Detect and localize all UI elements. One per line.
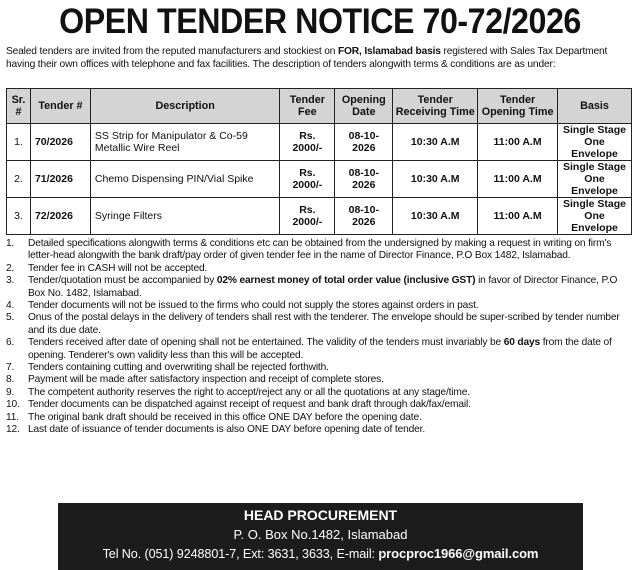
condition-number: 7. — [6, 362, 15, 374]
footer-heading: HEAD PROCUREMENT — [243, 507, 398, 523]
cell-basis: Single Stage One Envelope — [558, 198, 632, 235]
cell-tender: 71/2026 — [30, 161, 90, 198]
cell-opening-date: 08-10-2026 — [335, 161, 393, 198]
condition-number: 2. — [6, 262, 15, 274]
footer-tel-text: Tel No. (051) 9248801-7, Ext: 3631, 3633, E-mail: — [102, 547, 379, 561]
condition-text: Onus of the postal delays in the delivery of tenders shall rest with the tenderer. The envelope should be super-scribed by tender number and its due date. — [28, 312, 620, 336]
cell-receiving-time: 10:30 A.M — [393, 124, 478, 161]
condition-item — [6, 399, 636, 411]
cell-receiving-time: 10:30 A.M — [393, 161, 478, 198]
condition-text: The original bank draft should be received in this office ONE DAY before the opening date. — [28, 411, 422, 423]
table-row — [7, 198, 632, 235]
intro-paragraph — [6, 46, 636, 71]
condition-number: 8. — [6, 374, 15, 386]
condition-number: 9. — [6, 386, 15, 398]
cell-opening-date: 08-10-2026 — [335, 198, 393, 235]
cell-sr: 2. — [7, 161, 31, 198]
condition-text: Last date of issuance of tender documents is also ONE DAY before opening date of tender. — [28, 424, 426, 436]
condition-item — [6, 238, 636, 263]
header-receiving-time: Tender Receiving Time — [393, 89, 478, 124]
condition-text-end: from the date of opening. Tenderer's own validity less than this will be accepted. — [28, 337, 612, 361]
condition-text-end: in favor of Director Finance, P.O Box No. 1482, Islamabad. — [28, 275, 618, 299]
condition-number: 5. — [6, 312, 15, 324]
condition-text: Tenders containing cutting and overwriting shall be rejected forthwith. — [28, 362, 329, 374]
conditions-list — [6, 238, 636, 437]
condition-item — [6, 412, 636, 424]
condition-text: Tenders received after date of opening shall not be entertained. The validity of the tenders must invariably be — [28, 337, 504, 349]
footer-contact-box — [58, 503, 583, 570]
cell-fee: Rs. 2000/- — [280, 161, 335, 198]
footer-telephone — [58, 545, 583, 563]
header-opening-date: Opening Date — [335, 89, 393, 124]
condition-text: Payment will be made after satisfactory inspection and receipt of complete stores. — [28, 374, 384, 386]
condition-number: 10. — [6, 399, 20, 411]
condition-bold-text: 02% earnest money of total order value (inclusive GST) — [216, 275, 476, 287]
cell-fee: Rs. 2000/- — [280, 198, 335, 235]
header-basis: Basis — [558, 89, 632, 124]
intro-bold-basis: FOR, Islamabad basis — [337, 46, 441, 57]
header-fee: Tender Fee — [280, 89, 335, 124]
cell-tender: 72/2026 — [30, 198, 90, 235]
cell-basis: Single Stage One Envelope — [558, 161, 632, 198]
footer-email: procproc1966@gmail.com — [378, 546, 539, 561]
condition-number: 11. — [6, 411, 19, 423]
condition-number: 6. — [6, 337, 15, 349]
condition-text: Tender fee in CASH will not be accepted. — [28, 262, 208, 274]
cell-basis: Single Stage One Envelope — [558, 124, 632, 161]
condition-text: Tender documents can be dispatched against receipt of request and bank draft through dak/fax/email. — [28, 399, 471, 411]
notice-title: OPEN TENDER NOTICE 70-72/2026 — [59, 2, 581, 41]
condition-text: The competent authority reserves the right to accept/reject any or all the quotations at any stage/time. — [28, 386, 470, 398]
condition-text: Tender documents will not be issued to the firms who could not supply the stores against orders in past. — [28, 300, 479, 312]
cell-fee: Rs. 2000/- — [280, 124, 335, 161]
cell-tender: 70/2026 — [30, 124, 90, 161]
table-row — [7, 124, 632, 161]
header-opening-time: Tender Opening Time — [478, 89, 558, 124]
header-description: Description — [90, 89, 279, 124]
condition-text: Tender/quotation must be accompanied by — [28, 275, 217, 287]
table-header-row — [7, 89, 632, 124]
cell-sr: 1. — [7, 124, 31, 161]
condition-item — [6, 387, 636, 399]
condition-item — [6, 424, 636, 436]
footer-address: P. O. Box No.1482, Islamabad — [233, 527, 408, 542]
condition-item — [6, 374, 636, 386]
condition-item — [6, 275, 636, 300]
cell-sr: 3. — [7, 198, 31, 235]
cell-opening-date: 08-10-2026 — [335, 124, 393, 161]
intro-text-1: Sealed tenders are invited from the reputed manufacturers and stockiest on — [6, 46, 338, 57]
cell-receiving-time: 10:30 A.M — [393, 198, 478, 235]
condition-item — [6, 337, 636, 362]
cell-description: Syringe Filters — [90, 198, 279, 235]
condition-number: 12. — [6, 424, 20, 436]
tender-table — [6, 88, 632, 235]
cell-description: SS Strip for Manipulator & Co-59 Metallic Wire Reel — [90, 124, 279, 161]
header-tender: Tender # — [30, 89, 90, 124]
condition-item — [6, 300, 636, 312]
header-sr: Sr. # — [7, 89, 31, 124]
cell-opening-time: 11:00 A.M — [478, 198, 558, 235]
condition-number: 3. — [6, 275, 15, 287]
condition-text: Detailed specifications alongwith terms & conditions etc can be obtained from the undersigned by making a request in writing on firm's letter-head alongwith the bank draft/pay order of given tender fee in the name of Director Finance, P.O Box 1482, Islamabad. — [28, 238, 612, 262]
cell-description: Chemo Dispensing PIN/Vial Spike — [90, 161, 279, 198]
condition-item — [6, 263, 636, 275]
condition-number: 1. — [6, 238, 15, 249]
condition-bold-text: 60 days — [503, 337, 541, 349]
intro-text-2: registered with Sales Tax Department having their own offices with telephone and fax facilities. The description of tenders alongwith terms & conditions are as under: — [6, 46, 608, 70]
condition-number: 4. — [6, 300, 15, 312]
cell-opening-time: 11:00 A.M — [478, 161, 558, 198]
condition-item — [6, 312, 636, 337]
cell-opening-time: 11:00 A.M — [478, 124, 558, 161]
condition-item — [6, 362, 636, 374]
table-row — [7, 161, 632, 198]
